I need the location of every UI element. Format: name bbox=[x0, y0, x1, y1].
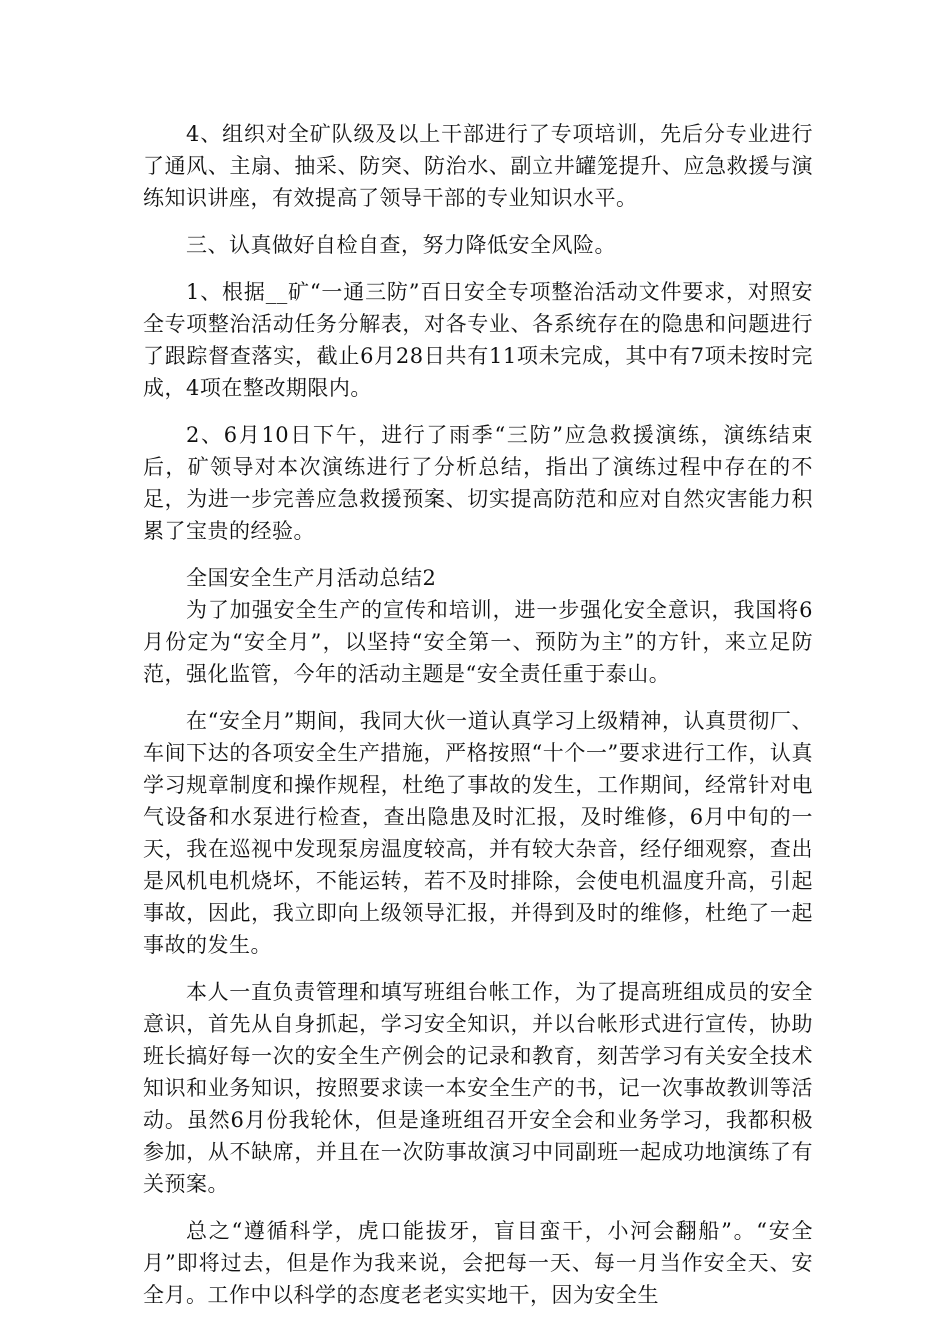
document-body bbox=[143, 118, 813, 1326]
paragraph-conclusion: 总之“遵循科学，虎口能拔牙，盲目蛮干，小河会翻船”。“安全月”即将过去，但是作为我来说，会把每一天、每一月当作安全天、安全月。工作中以科学的态度老老实实地干，因为安全生 bbox=[143, 1219, 813, 1307]
section-heading-self-inspection: 三、认真做好自检自查，努力降低安全风险。 bbox=[186, 233, 616, 257]
paragraph-team-ledger: 本人一直负责管理和填写班组台帐工作，为了提高班组成员的安全意识，首先从自身抓起，学习安全知识，并以台帐形式进行宣传，协助班长搞好每一次的安全生产例会的记录和教育，刻苦学习有关安全技术知识和业务知识，按照要求读一本安全生产的书，记一次事故教训等活动。虽然6月份我轮休，但是逢班组召开安全会和业务学习，我都积极参加，从不缺席，并且在一次防事故演习中同副班一起成功地演练了有关预案。 bbox=[143, 980, 813, 1196]
paragraph-safety-month-intro: 为了加强安全生产的宣传和培训，进一步强化安全意识，我国将6月份定为“安全月”，以坚持“安全第一、预防为主”的方针，来立足防范，强化监管，今年的活动主题是“安全责任重于泰山。 bbox=[143, 598, 813, 686]
paragraph-drill: 2、6月10日下午，进行了雨季“三防”应急救援演练，演练结束后，矿领导对本次演练进行了分析总结，指出了演练过程中存在的不足，为进一步完善应急救援预案、切实提高防范和应对自然灾害能力积累了宝贵的经验。 bbox=[143, 423, 813, 543]
section-title-summary-2: 全国安全生产月活动总结2 bbox=[186, 566, 437, 590]
paragraph-safety-month-work: 在“安全月”期间，我同大伙一道认真学习上级精神，认真贯彻厂、车间下达的各项安全生产措施，严格按照“十个一”要求进行工作，认真学习规章制度和操作规程，杜绝了事故的发生，工作期间，经常针对电气设备和水泵进行检查，查出隐患及时汇报，及时维修，6月中旬的一天，我在巡视中发现泵房温度较高，并有较大杂音，经仔细观察，查出是风机电机烧坏，不能运转，若不及时排除，会使电机温度升高，引起事故，因此，我立即向上级领导汇报，并得到及时的维修，杜绝了一起事故的发生。 bbox=[143, 709, 813, 957]
paragraph-rectification: 1、根据__矿“一通三防”百日安全专项整治活动文件要求，对照安全专项整治活动任务分解表，对各专业、各系统存在的隐患和问题进行了跟踪督查落实，截止6月28日共有11项未完成，其中有7项未按时完成，4项在整改期限内。 bbox=[143, 280, 813, 400]
paragraph-training: 4、组织对全矿队级及以上干部进行了专项培训，先后分专业进行了通风、主扇、抽采、防突、防治水、副立井罐笼提升、应急救援与演练知识讲座，有效提高了领导干部的专业知识水平。 bbox=[143, 122, 813, 210]
